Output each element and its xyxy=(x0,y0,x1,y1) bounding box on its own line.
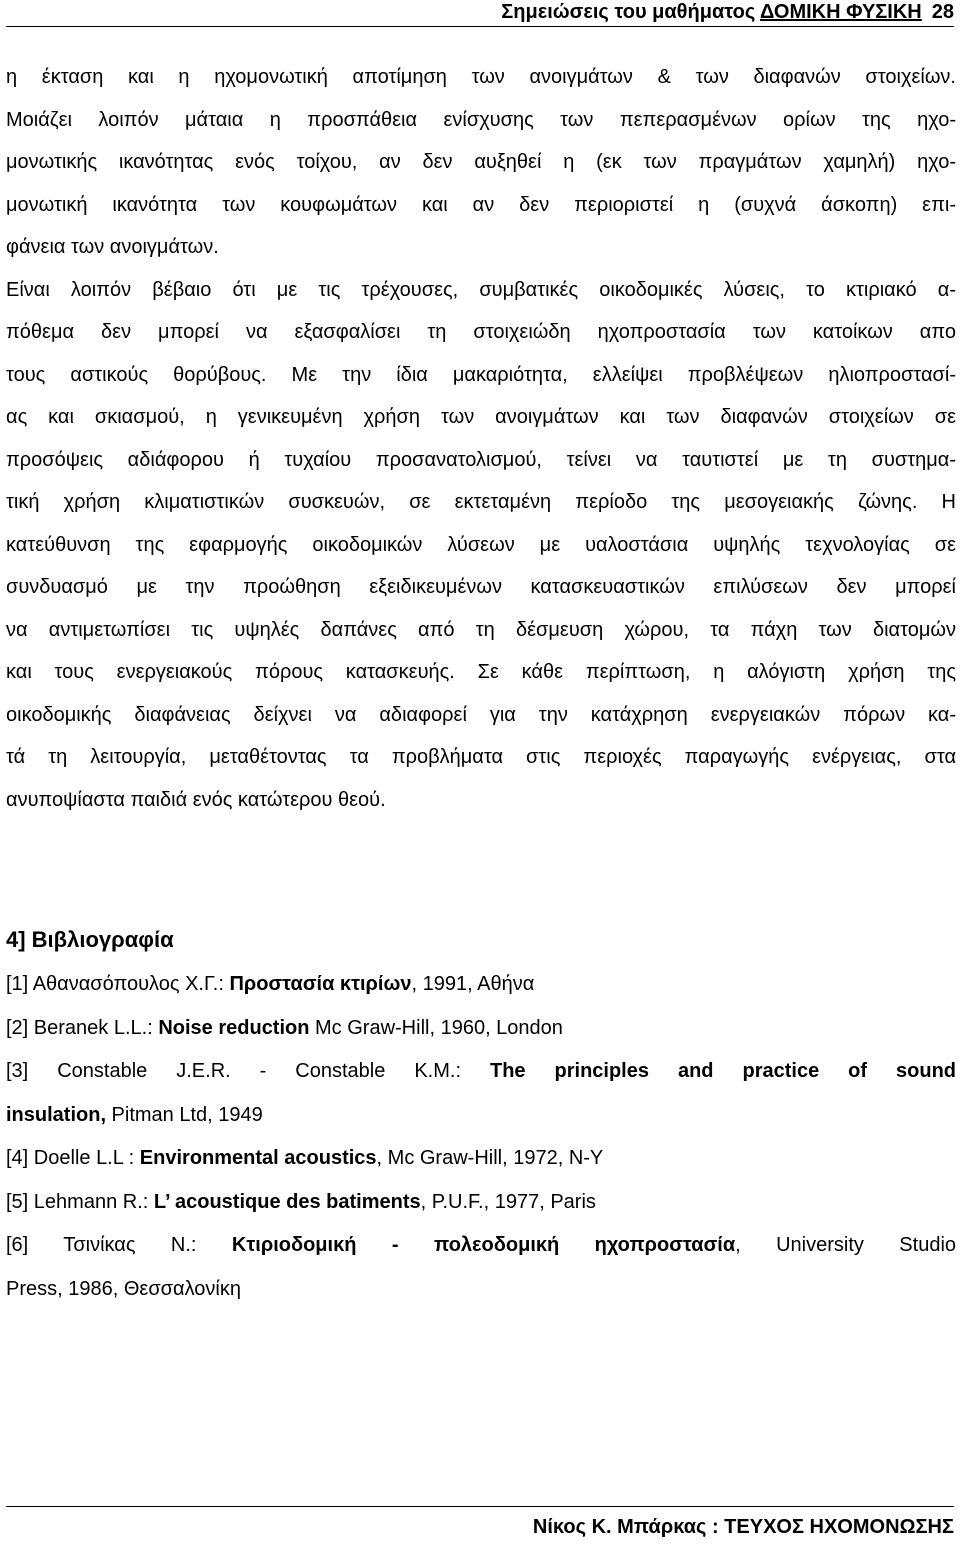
ref-details-continued: Press, 1986, Θεσσαλονίκη xyxy=(6,1277,241,1300)
page-footer: Νίκος Κ. Μπάρκας : ΤΕΥΧΟΣ ΗΧΟΜΟΝΩΣΗΣ xyxy=(532,1516,954,1538)
text-line: Είναι λοιπόν βέβαιο ότι με τις τρέχουσες, συμβατικές οικοδομικές λύσεις, το κτιριακό α- xyxy=(6,278,956,301)
body-text xyxy=(6,56,956,821)
reference-item xyxy=(6,963,956,1007)
ref-author: Doelle L.L : xyxy=(28,1147,140,1169)
ref-details: Pitman Ltd, 1949 xyxy=(106,1103,263,1126)
text-line: συνδυασμό με την προώθηση εξειδικευμένων κατασκευαστικών επιλύσεων δεν μπορεί xyxy=(6,576,956,598)
text-line: και τους ενεργειακούς πόρους κατασκευής. Σε κάθε περίπτωση, η αλόγιστη χρήση της xyxy=(6,661,956,683)
reference-item xyxy=(6,1181,956,1225)
ref-number: [1] xyxy=(6,973,29,995)
text-line: τά τη λειτουργία, μεταθέτοντας τα προβλήματα στις περιοχές παραγωγής ενέργειας, στα xyxy=(6,746,956,768)
text-line: πόθεμα δεν μπορεί να εξασφαλίσει τη στοιχειώδη ηχοπροστασία των κατοίκων απο xyxy=(6,321,956,343)
text-line: κατεύθυνση της εφαρμογής οικοδομικών λύσεων με υαλοστάσια υψηλής τεχνολογίας σε xyxy=(6,533,956,556)
bibliography-heading: 4] Βιβλιογραφία xyxy=(6,927,174,952)
text-line: τους αστικούς θορύβους. Με την ίδια μακαριότητα, ελλείψει προβλέψεων ηλιοπροστασί- xyxy=(6,363,956,386)
reference-item xyxy=(6,1137,956,1181)
paragraph-2 xyxy=(6,269,956,822)
text-line: μονωτικής ικανότητας ενός τοίχου, αν δεν αυξηθεί η (εκ των πραγμάτων χαμηλή) ηχο- xyxy=(6,151,956,173)
course-title: ΔΟΜΙΚΗ ΦΥΣΙΚΗ xyxy=(760,1,922,23)
ref-number: [5] xyxy=(6,1190,29,1213)
ref-title: Noise reduction xyxy=(158,1016,310,1039)
page-header xyxy=(6,0,954,27)
ref-title-continued: insulation, xyxy=(6,1103,106,1126)
ref-title: Environmental acoustics xyxy=(139,1147,377,1169)
ref-number: [2] xyxy=(6,1016,29,1039)
text-line: οικοδομικής διαφάνειας δείχνει να αδιαφορεί για την κατάχρηση ενεργειακών πόρων κα- xyxy=(6,703,956,726)
text-line: τική χρήση κλιματιστικών συσκευών, σε εκτεταμένη περίοδο της μεσογειακής ζώνης. Η xyxy=(6,491,956,513)
ref-details: , Mc Graw-Hill, 1972, N-Y xyxy=(376,1147,604,1169)
bibliography-list xyxy=(6,963,956,1311)
ref-author: Beranek L.L.: xyxy=(28,1016,159,1039)
ref-title: L’ acoustique des batiments xyxy=(153,1190,421,1213)
text-line: ανυποψίαστα παιδιά ενός κατώτερου θεού. xyxy=(6,788,386,811)
reference-item xyxy=(6,1224,956,1311)
footer-divider xyxy=(6,1506,954,1507)
text-line: μονωτική ικανότητα των κουφωμάτων και αν δεν περιοριστεί η (συχνά άσκοπη) επι- xyxy=(6,193,956,216)
header-prefix: Σημειώσεις του μαθήματος xyxy=(501,1,761,23)
ref-title: Κτιριοδομική - πολεοδομική ηχοπροστασία xyxy=(231,1234,736,1256)
text-line: φάνεια των ανοιγμάτων. xyxy=(6,236,219,258)
reference-item xyxy=(6,1007,956,1051)
ref-title: Προστασία κτιρίων xyxy=(229,973,412,995)
ref-number: [3] xyxy=(6,1060,29,1082)
ref-details: , P.U.F., 1977, Paris xyxy=(420,1190,596,1213)
ref-author: Αθανασόπουλος Χ.Γ.: xyxy=(28,973,230,995)
text-line: ας και σκιασμού, η γενικευμένη χρήση των ανοιγμάτων και των διαφανών στοιχείων σε xyxy=(6,406,956,428)
ref-author: Constable J.E.R. - Constable K.M.: xyxy=(28,1060,490,1082)
page-number: 28 xyxy=(931,1,954,23)
reference-item xyxy=(6,1050,956,1137)
ref-author: Τσινίκας Ν.: xyxy=(28,1234,232,1256)
ref-number: [6] xyxy=(6,1234,29,1256)
text-line: η έκταση και η ηχομονωτική αποτίμηση των ανοιγμάτων & των διαφανών στοιχείων. xyxy=(6,66,956,88)
paragraph-1 xyxy=(6,56,956,269)
ref-author: Lehmann R.: xyxy=(28,1190,154,1213)
text-line: προσόψεις αδιάφορου ή τυχαίου προσανατολισμού, τείνει να ταυτιστεί με τη συστημα- xyxy=(6,448,956,471)
text-line: Μοιάζει λοιπόν μάταια η προσπάθεια ενίσχυσης των πεπερασμένων ορίων της ηχο- xyxy=(6,108,956,131)
ref-details: Mc Graw-Hill, 1960, London xyxy=(309,1016,563,1039)
ref-number: [4] xyxy=(6,1147,29,1169)
ref-details: , 1991, Αθήνα xyxy=(411,973,535,995)
text-line: να αντιμετωπίσει τις υψηλές δαπάνες από τη δέσμευση χώρου, τα πάχη των διατομών xyxy=(6,618,956,641)
ref-title: The principles and practice of sound xyxy=(489,1060,956,1082)
ref-details: , University Studio xyxy=(735,1234,957,1256)
